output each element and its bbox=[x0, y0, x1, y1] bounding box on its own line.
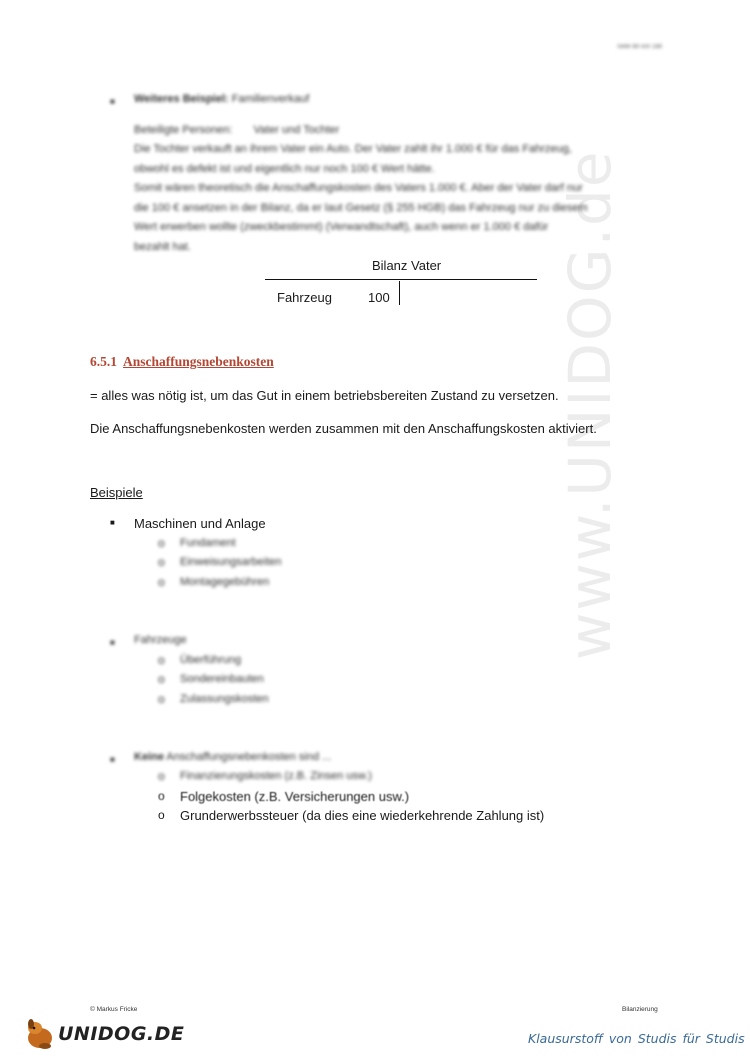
example-line: obwohl es defekt ist und eigentlich nur noch 100 € Wert hätte. bbox=[134, 163, 435, 175]
footer-author: © Markus Fricke bbox=[90, 1006, 138, 1013]
footer-slogan: Klausurstoff von Studis für Studis bbox=[528, 1031, 745, 1046]
group3-label-bold: Keine bbox=[134, 751, 164, 763]
group3-label-text: Anschaffungsnebenkosten sind ... bbox=[166, 751, 332, 763]
example-bullet-bold: Weiteres Beispiel: bbox=[134, 93, 229, 105]
group1-item: o Fundament bbox=[158, 536, 236, 550]
section-definition: = alles was nötig ist, um das Gut in einem betriebsbereiten Zustand zu versetzen. bbox=[90, 388, 559, 403]
group3-item-text: Finanzierungskosten (z.B. Zinsen usw.) bbox=[180, 770, 372, 782]
participants-label: Beteiligte Personen: bbox=[134, 124, 233, 136]
group2-item: o Zulassungskosten bbox=[158, 692, 269, 706]
group1-item-text: Einweisungsarbeiten bbox=[180, 556, 282, 568]
participants-line bbox=[134, 121, 339, 141]
example-line: bezahlt hat. bbox=[134, 241, 191, 253]
example-line: die 100 € ansetzen in der Bilanz, da er laut Gesetz (§ 255 HGB) das Fahrzeug nur zu diesem bbox=[134, 202, 588, 214]
group3-item: o Finanzierungskosten (z.B. Zinsen usw.) bbox=[158, 769, 372, 783]
group3-item-text: Folgekosten (z.B. Versicherungen usw.) bbox=[180, 789, 410, 804]
group3-item-text: Grunderwerbssteuer (da dies eine wiederkehrende Zahlung ist) bbox=[180, 808, 545, 823]
watermark: www.UNIDOG.de bbox=[556, 149, 624, 660]
participants-value: Vater und Tochter bbox=[253, 124, 340, 136]
group1-item: o Montagegebühren bbox=[158, 575, 270, 589]
t-account-title: Bilanz Vater bbox=[372, 258, 442, 273]
logo-text: UNIDOG.DE bbox=[58, 1023, 185, 1045]
group2-item: o Sondereinbauten bbox=[158, 672, 264, 686]
t-account-item: Fahrzeug bbox=[277, 290, 332, 305]
group1-item: o Einweisungsarbeiten bbox=[158, 555, 282, 569]
page-number: Seite 88 von 188 bbox=[616, 44, 662, 50]
group3-item: o Grunderwerbssteuer (da dies eine wiederkehrende Zahlung ist) bbox=[158, 808, 545, 823]
section-title: Anschaffungsnebenkosten bbox=[123, 354, 274, 369]
group1-item-text: Montagegebühren bbox=[180, 576, 270, 588]
group2-label: ■ Fahrzeuge bbox=[134, 631, 187, 651]
t-account-top-line bbox=[265, 279, 537, 280]
section-statement: Die Anschaffungsnebenkosten werden zusammen mit den Anschaffungskosten aktiviert. bbox=[90, 421, 597, 436]
group2-item-text: Überführung bbox=[180, 654, 242, 666]
t-account-divider bbox=[399, 281, 400, 305]
group3-item: o Folgekosten (z.B. Versicherungen usw.) bbox=[158, 789, 410, 804]
group2-item-text: Zulassungskosten bbox=[180, 693, 269, 705]
t-account-value: 100 bbox=[368, 290, 390, 305]
example-line: Die Tochter verkauft an ihrem Vater ein Auto. Der Vater zahlt ihr 1.000 € für das Fahrzeug, bbox=[134, 143, 572, 155]
footer-topic: Bilanzierung bbox=[622, 1006, 658, 1013]
group2-item: o Überführung bbox=[158, 653, 242, 667]
section-heading bbox=[90, 354, 274, 370]
example-line: Somit wären theoretisch die Anschaffungskosten des Vaters 1.000 €. Aber der Vater darf nur bbox=[134, 182, 583, 194]
example-line: Wert erwerben wollte (zweckbestimmt) (Verwandtschaft), auch wenn er 1.000 € dafür bbox=[134, 221, 549, 233]
example-bullet bbox=[134, 90, 309, 110]
group2-item-text: Sondereinbauten bbox=[180, 673, 264, 685]
group1-label: ■ Maschinen und Anlage bbox=[134, 516, 266, 531]
group3-label bbox=[134, 748, 331, 768]
example-bullet-text: Familienverkauf bbox=[231, 93, 310, 105]
examples-heading: Beispiele bbox=[90, 485, 143, 500]
section-number: 6.5.1 bbox=[90, 354, 117, 369]
group1-item-text: Fundament bbox=[180, 537, 236, 549]
